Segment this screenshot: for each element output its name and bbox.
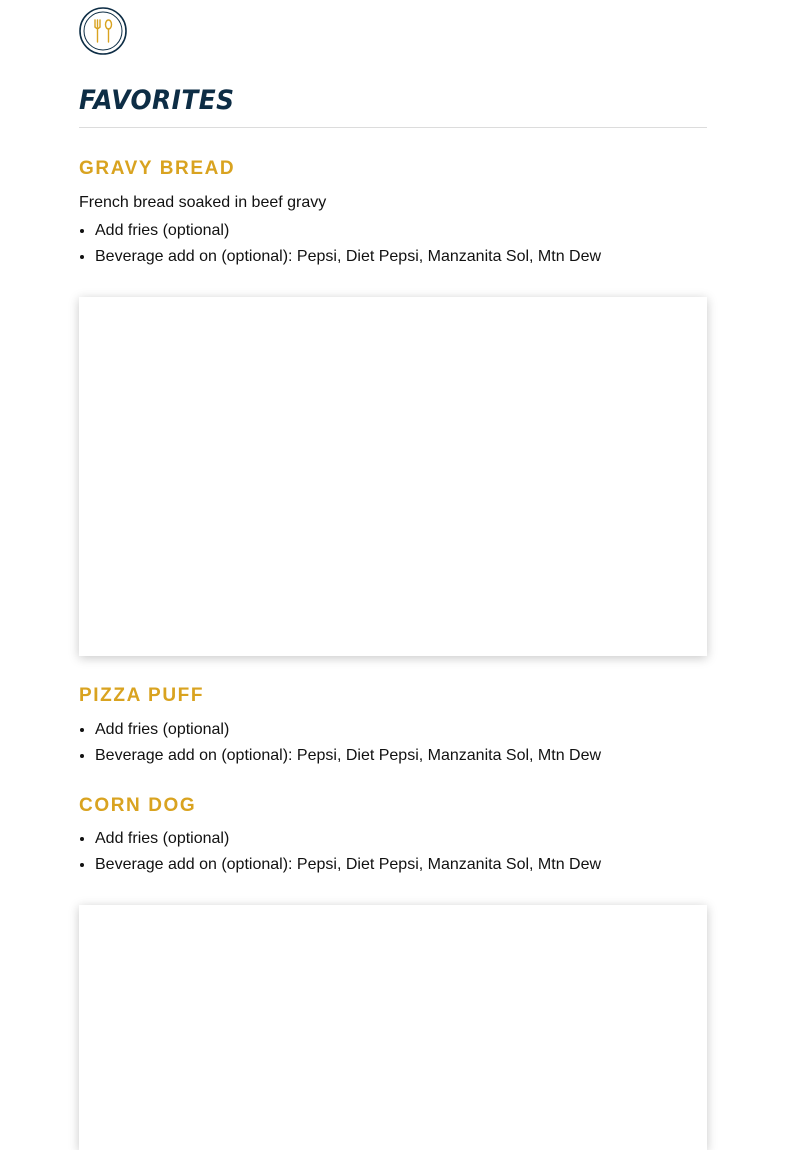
section-divider <box>79 127 707 128</box>
item-name-pizza-puff: PIZZA PUFF <box>79 685 205 706</box>
list-item: • Add fries (optional) <box>95 826 601 852</box>
item-options-gravy-bread <box>79 218 601 270</box>
list-item: • Beverage add on (optional): Pepsi, Diet Pepsi, Manzanita Sol, Mtn Dew <box>95 852 601 878</box>
item-name-gravy-bread: GRAVY BREAD <box>79 158 236 179</box>
list-item: • Beverage add on (optional): Pepsi, Diet Pepsi, Manzanita Sol, Mtn Dew <box>95 244 601 270</box>
item-image-card <box>79 297 707 656</box>
list-item: • Add fries (optional) <box>95 717 601 743</box>
item-options-corn-dog <box>79 826 601 878</box>
item-description-gravy-bread: French bread soaked in beef gravy <box>79 194 327 211</box>
list-item: • Add fries (optional) <box>95 218 601 244</box>
item-image-card <box>79 905 707 1150</box>
item-options-pizza-puff <box>79 717 601 769</box>
section-title: FAVORITES <box>79 85 235 116</box>
item-name-corn-dog: CORN DOG <box>79 795 197 816</box>
list-item: • Beverage add on (optional): Pepsi, Diet Pepsi, Manzanita Sol, Mtn Dew <box>95 743 601 769</box>
fork-spoon-icon <box>79 7 127 55</box>
restaurant-logo[interactable] <box>79 7 127 55</box>
